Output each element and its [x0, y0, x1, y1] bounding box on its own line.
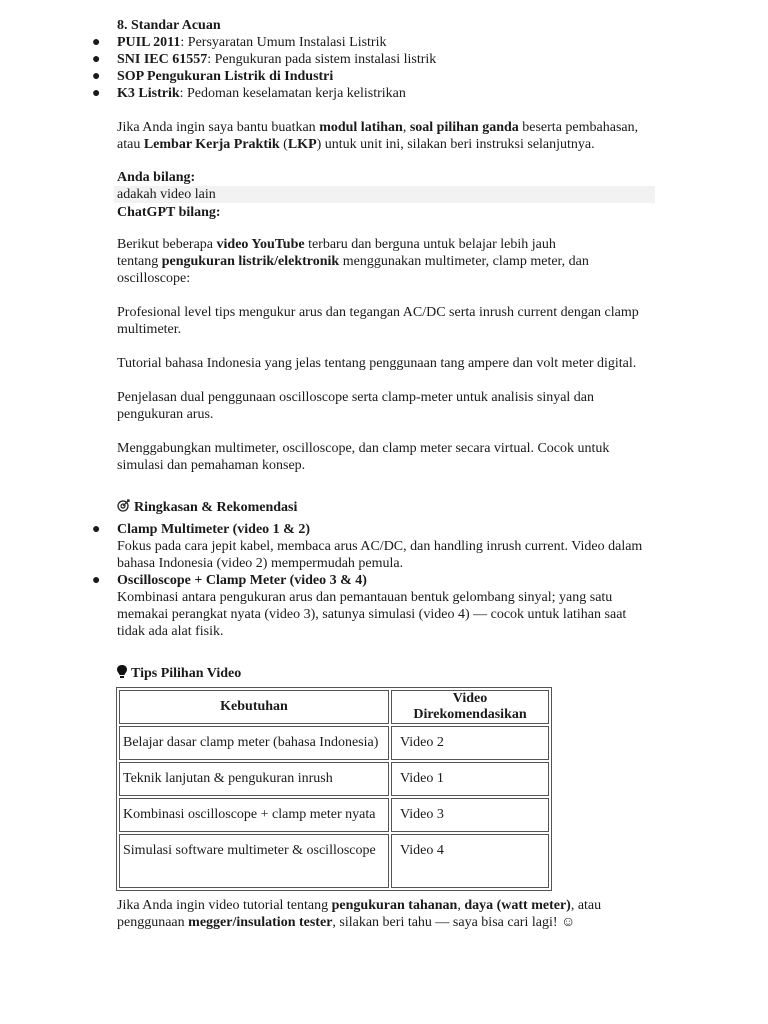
bullet-icon: ● [92, 52, 101, 67]
table-cell: Video 3 [391, 798, 549, 832]
standar-heading: 8. Standar Acuan [117, 18, 221, 33]
table-header-row [119, 690, 549, 724]
column-header: Kebutuhan [119, 690, 389, 724]
lightbulb-icon [117, 664, 127, 681]
ringkasan-list [92, 521, 677, 640]
bullet-icon: ● [92, 86, 101, 101]
closing-paragraph: Jika Anda ingin video tutorial tentang pengukuran tahanan, daya (watt meter), atau penggunaan megger/insulation tester, silakan beri tahu — saya bisa cari lagi! ☺ [117, 898, 602, 930]
standar-list [92, 34, 677, 102]
bot-label: ChatGPT bilang: [117, 205, 221, 220]
list-item: ● K3 Listrik: Pedoman keselamatan kerja kelistrikan [92, 86, 406, 101]
target-icon [117, 498, 130, 515]
list-item: ● Oscilloscope + Clamp Meter (video 3 & 4) Kombinasi antara pengukuran arus dan pemantauan bentuk gelombang sinyal; yang satu memakai perangkat nyata (video 3), satunya simulasi (video 4) — cocok untuk latihan saat tidak ada alat fisik. [92, 573, 627, 639]
list-item: ● PUIL 2011: Persyaratan Umum Instalasi Listrik [92, 35, 387, 50]
video-description: Tutorial bahasa Indonesia yang jelas tentang penggunaan tang ampere dan volt meter digital. [117, 356, 637, 371]
column-header: Video Direkomendasikan [391, 690, 549, 724]
table-row [119, 726, 549, 760]
bullet-icon: ● [92, 35, 101, 50]
tips-table [116, 687, 552, 891]
offer-paragraph: Jika Anda ingin saya bantu buatkan modul latihan, soal pilihan ganda beserta pembahasan, atau Lembar Kerja Praktik (LKP) untuk unit ini, silakan beri instruksi selanjutnya. [117, 120, 639, 152]
table-cell: Simulasi software multimeter & oscilloscope [119, 834, 389, 888]
table-cell: Teknik lanjutan & pengukuran inrush [119, 762, 389, 796]
tips-heading: Tips Pilihan Video [117, 664, 662, 682]
user-label: Anda bilang: [117, 170, 196, 185]
bullet-icon: ● [92, 69, 101, 84]
table-cell: Belajar dasar clamp meter (bahasa Indonesia) [119, 726, 389, 760]
bullet-icon: ● [92, 522, 101, 537]
intro-paragraph: Berikut beberapa video YouTube terbaru dan berguna untuk belajar lebih jauh tentang pengukuran listrik/elektronik menggunakan multimeter, clamp meter, dan oscilloscope: [117, 237, 589, 286]
video-description: Profesional level tips mengukur arus dan tegangan AC/DC serta inrush current dengan clamp multimeter. [117, 305, 639, 337]
user-message: adakah video lain [117, 187, 216, 202]
table-cell: Video 2 [391, 726, 549, 760]
list-item: ● SNI IEC 61557: Pengukuran pada sistem instalasi listrik [92, 52, 437, 67]
table-row [119, 762, 549, 796]
table-row [119, 798, 549, 832]
table-cell: Video 1 [391, 762, 549, 796]
bullet-icon: ● [92, 573, 101, 588]
table-cell: Kombinasi oscilloscope + clamp meter nyata [119, 798, 389, 832]
table-row [119, 834, 549, 888]
list-item: ● SOP Pengukuran Listrik di Industri [92, 69, 334, 84]
ringkasan-heading: Ringkasan & Rekomendasi [117, 498, 662, 516]
table-cell: Video 4 [391, 834, 549, 888]
video-description: Menggabungkan multimeter, oscilloscope, dan clamp meter secara virtual. Cocok untuk simulasi dan pemahaman konsep. [117, 441, 610, 473]
list-item: ● Clamp Multimeter (video 1 & 2) Fokus pada cara jepit kabel, membaca arus AC/DC, dan handling inrush current. Video dalam bahasa Indonesia (video 2) mempermudah pemula. [92, 522, 643, 571]
video-description: Penjelasan dual penggunaan oscilloscope serta clamp-meter untuk analisis sinyal dan pengukuran arus. [117, 390, 595, 422]
